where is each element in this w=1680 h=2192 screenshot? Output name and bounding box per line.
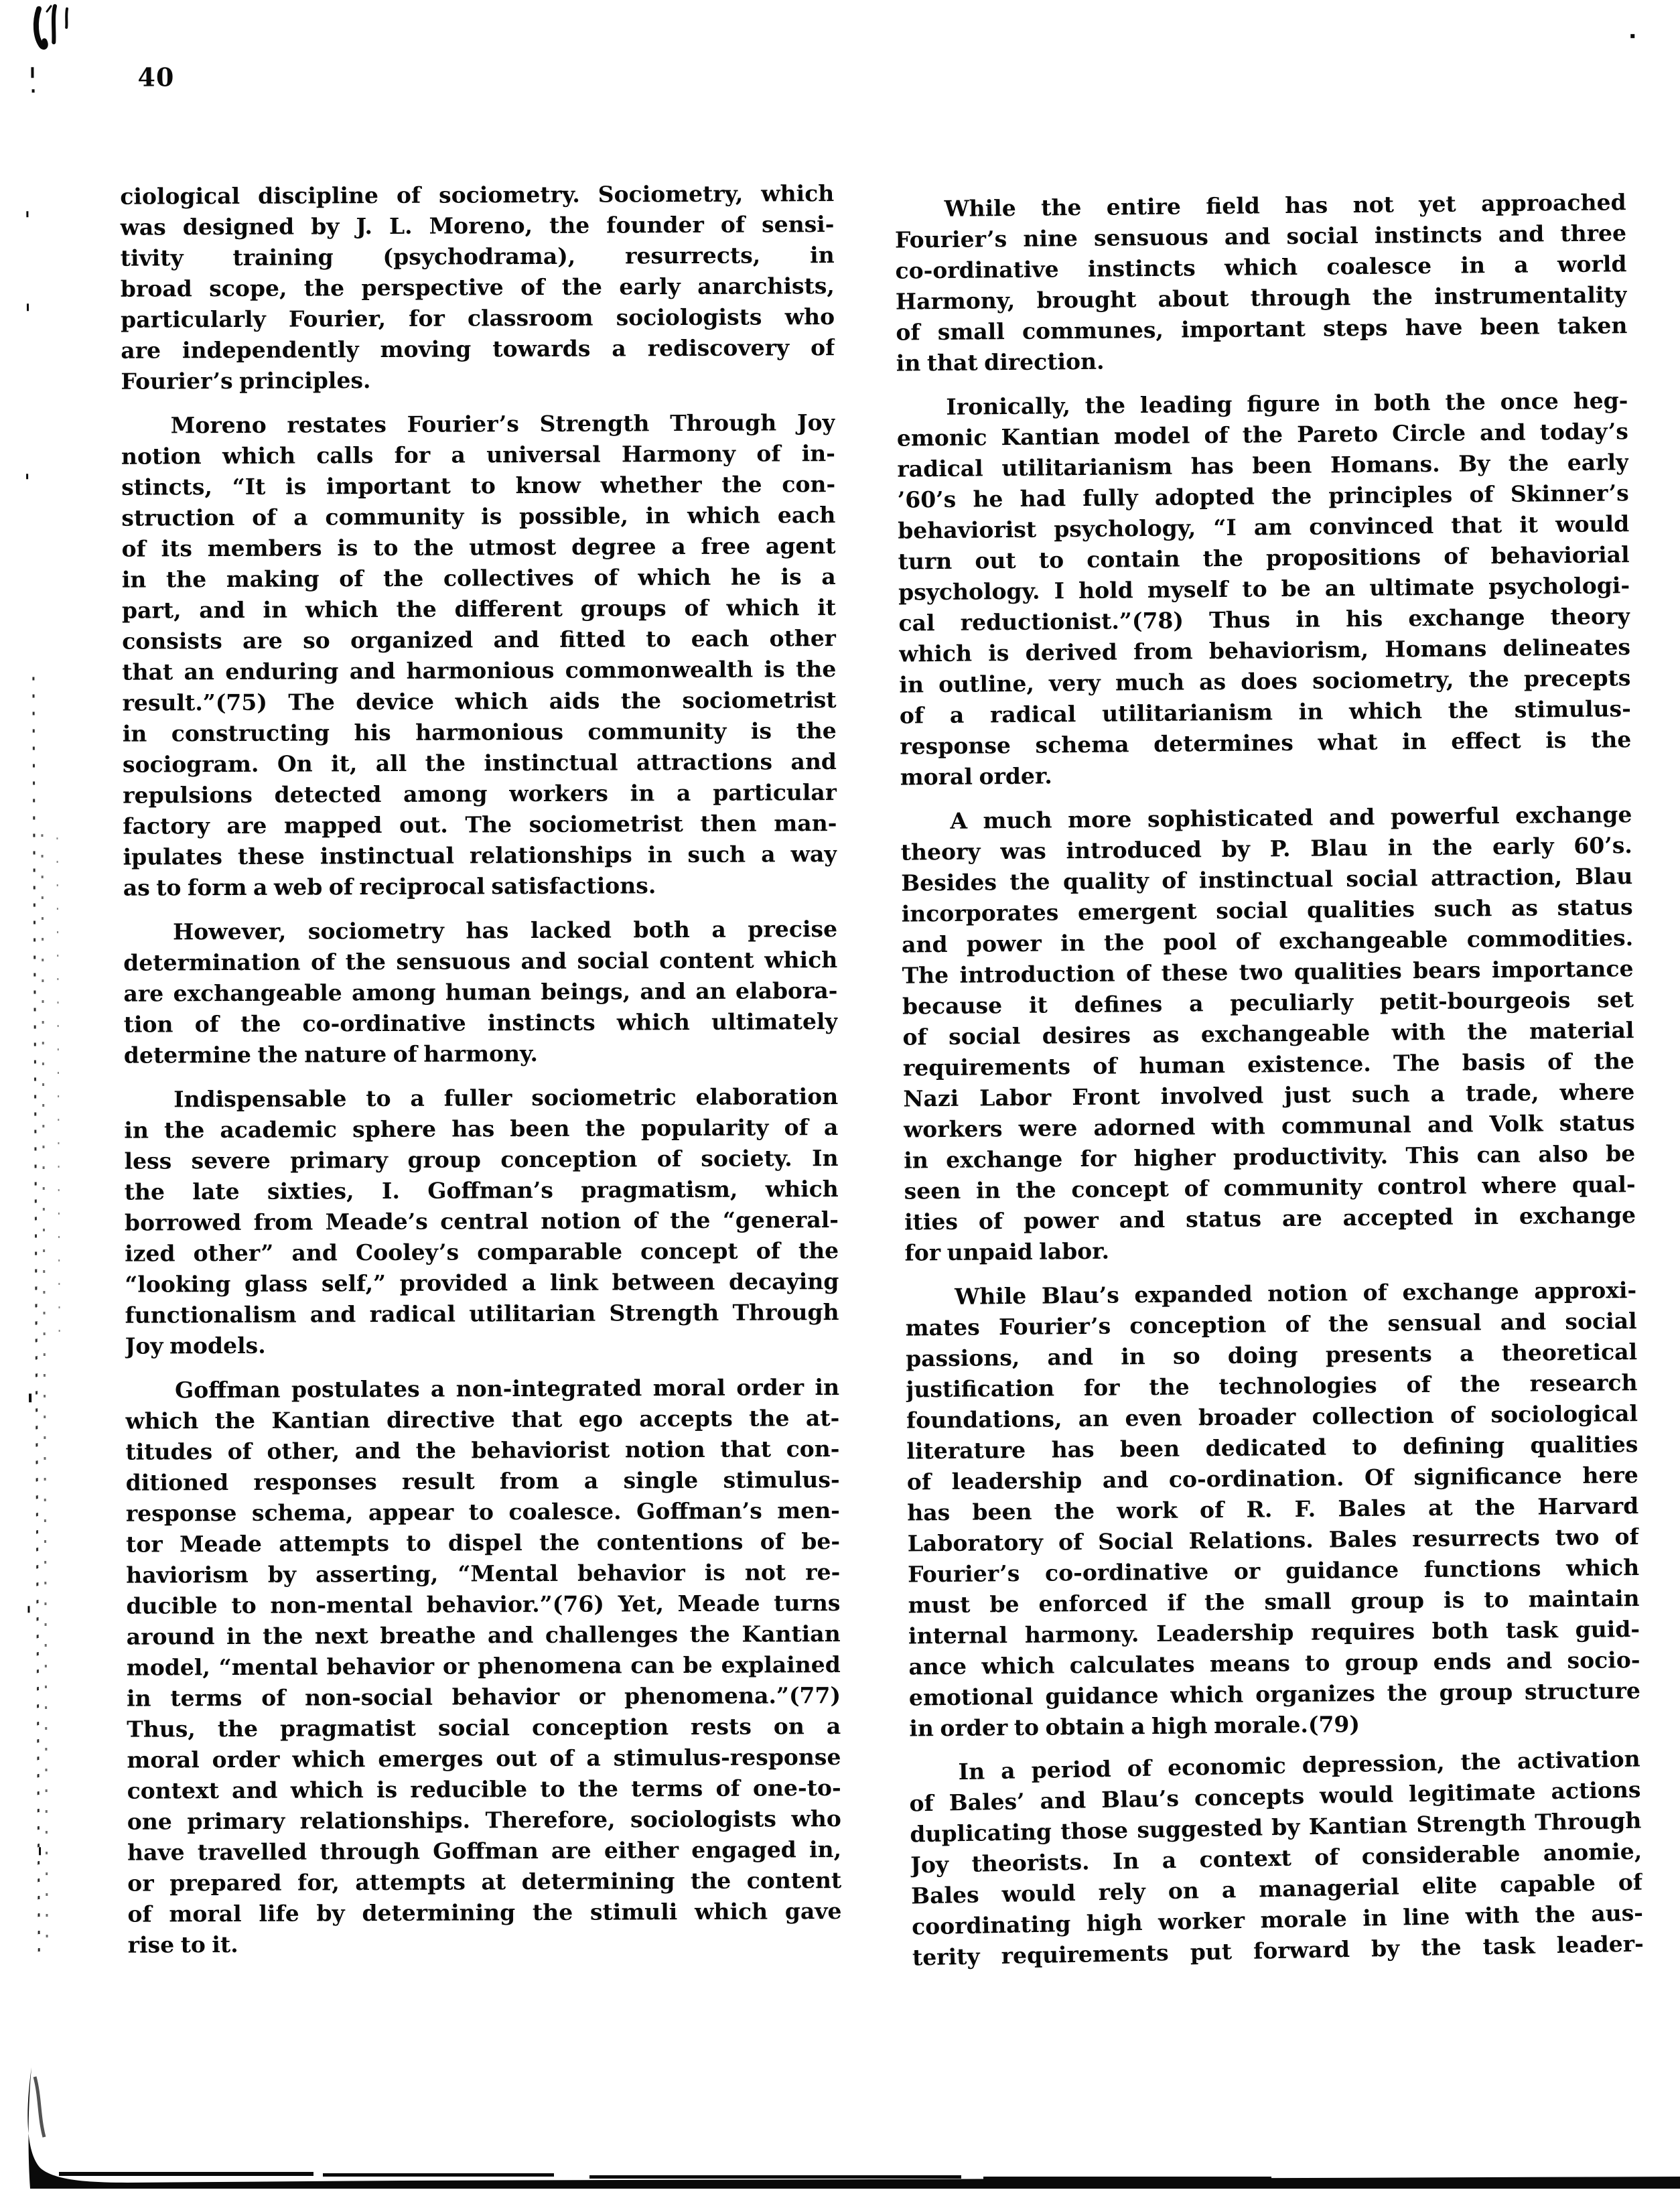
text-line: ance which calculates means to group ends and socio- — [908, 1647, 1640, 1680]
text-line: incorporates emergent social qualities such as status — [901, 894, 1633, 927]
text-line: While the entire field has not yet approached — [944, 189, 1626, 222]
scan-noise-dot — [32, 89, 35, 92]
text-line: Besides the quality of instinctual social attraction, Blau — [901, 863, 1633, 896]
text-line: of a radical utilitarianism in which the stimulus- — [899, 695, 1632, 729]
handwritten-ink-scribble-mark — [20, 3, 100, 64]
text-line: or prepared for, attempts at determining the content — [127, 1867, 842, 1897]
paragraph — [894, 187, 1628, 379]
text-line: “looking glass self,” provided a link between decaying — [125, 1268, 839, 1298]
scan-noise-dot — [31, 67, 33, 78]
text-line: was designed by J. L. Moreno, the founder of sensi- — [120, 211, 835, 241]
text-line: in constructing his harmonious community is the — [122, 717, 837, 747]
text-line: consists are so organized and fitted to each other — [122, 625, 837, 655]
text-line: particularly Fourier, for classroom sociologists who — [120, 303, 835, 333]
text-line: Fourier’s co-ordinative or guidance functions which — [907, 1554, 1640, 1588]
text-line: Bales would rely on a managerial elite capable of — [910, 1868, 1643, 1909]
text-line: response schema determines what in effect is the — [900, 726, 1632, 760]
text-line: must be enforced if the small group is to maintain — [908, 1585, 1640, 1619]
text-line: Joy models. — [125, 1332, 266, 1359]
text-line: in the making of the collectives of which he is a — [121, 563, 836, 593]
text-line: foundations, an even broader collection of sociological — [906, 1400, 1638, 1434]
text-line: the late sixties, I. Goffman’s pragmatism, which — [124, 1176, 839, 1205]
text-line: In a period of economic depression, the activation — [958, 1745, 1640, 1785]
text-line: stincts, “It is important to know whether the con- — [121, 471, 836, 500]
text-line: moral order. — [900, 762, 1052, 791]
text-line: of small communes, important steps have been taken — [896, 312, 1628, 346]
text-line: notion which calls for a universal Harmony of in- — [121, 440, 836, 470]
scan-noise-dot — [39, 1847, 41, 1855]
text-line: radical utilitarianism has been Homans. By the early — [897, 449, 1629, 482]
text-line: determine the nature of harmony. — [123, 1040, 539, 1069]
left-margin-scan-noise — [56, 837, 60, 1347]
text-line: ’60’s he had fully adopted the principles of Skinner’s — [897, 480, 1629, 513]
paragraph — [124, 1081, 839, 1362]
text-line: in order to obtain a high morale.(79) — [909, 1711, 1360, 1742]
scan-noise-dot — [1630, 34, 1634, 38]
bottom-scanner-edge-band — [0, 2037, 1680, 2189]
two-column-text-block — [120, 175, 1644, 1977]
text-line: rise to it. — [127, 1931, 238, 1958]
text-line: for unpaid labor. — [904, 1237, 1110, 1266]
text-line: Fourier’s nine sensuous and social instincts and three — [894, 220, 1627, 253]
text-line: turn out to contain the propositions of behaviorial — [898, 541, 1630, 575]
text-line: Moreno restates Fourier’s Strength Through Joy — [170, 409, 835, 439]
text-line: of Bales’ and Blau’s concepts would legitimate actions — [909, 1776, 1641, 1817]
text-line: in outline, very much as does sociometry, the precepts — [899, 665, 1631, 698]
text-line: determination of the sensuous and social content which — [123, 947, 838, 976]
text-line: psychology. I hold myself to be an ultimate psychologi- — [898, 572, 1630, 606]
scan-noise-dot — [27, 303, 29, 311]
text-line: ditioned responses result from a single stimulus- — [125, 1466, 840, 1496]
text-line: Ironically, the leading figure in both the once heg- — [946, 387, 1628, 420]
text-line: moral order which emerges out of a stimulus-response — [127, 1744, 841, 1773]
text-line: Thus, the pragmatist social conception rests on a — [127, 1713, 841, 1742]
text-line: coordinating high worker morale in line with the aus- — [911, 1899, 1644, 1940]
text-line: emonic Kantian model of the Pareto Circle and today’s — [896, 418, 1629, 452]
text-line: struction of a community is possible, in which each — [121, 502, 836, 531]
text-line: Laboratory of Social Relations. Bales resurrects two of — [907, 1523, 1639, 1557]
text-line: justification for the technologies of the research — [906, 1369, 1638, 1403]
text-line: around in the next breathe and challenges the Kantian — [126, 1621, 841, 1650]
text-line: less severe primary group conception of society. In — [124, 1145, 839, 1174]
text-line: result.”(75) The device which aids the sociometrist — [122, 687, 837, 716]
text-line: in terms of non-social behavior or phenomena.”(77) — [126, 1682, 841, 1712]
text-line: titudes of other, and the behaviorist notion that con- — [125, 1436, 840, 1465]
text-line: ized other” and Cooley’s comparable concept of the — [125, 1237, 839, 1267]
scan-noise-dot — [29, 1393, 31, 1402]
scan-noise-dot — [27, 1606, 29, 1613]
text-line: in the academic sphere has been the popularity of a — [124, 1114, 839, 1144]
text-line: A much more sophisticated and powerful exchange — [950, 801, 1632, 834]
text-column-right — [894, 171, 1643, 1973]
text-line: Nazi Labor Front involved just such a trade, where — [903, 1079, 1635, 1112]
text-line: as to form a web of reciprocal satisfactions. — [123, 872, 656, 901]
paragraph — [123, 914, 838, 1071]
text-line: theory was introduced by P. Blau in the early 60’s. — [900, 832, 1632, 866]
text-line: model, “mental behavior or phenomena can be explained — [126, 1651, 841, 1681]
text-line: literature has been dedicated to defining qualities — [906, 1431, 1638, 1464]
page-number: 40 — [137, 62, 175, 92]
text-line: have travelled through Goffman are either engaged in, — [127, 1836, 842, 1866]
text-line: ciological discipline of sociometry. Sociometry, which — [120, 180, 835, 210]
text-line: emotional guidance which organizes the group structure — [908, 1677, 1641, 1711]
paragraph — [120, 178, 835, 397]
text-line: context and which is reducible to the terms of one-to- — [127, 1775, 841, 1804]
text-line: has been the work of R. F. Bales at the Harvard — [907, 1493, 1639, 1526]
text-line: While Blau’s expanded notion of exchange approxi- — [955, 1277, 1637, 1310]
text-line: tivity training (psychodrama), resurrects, in — [120, 242, 835, 271]
text-line: sociogram. On it, all the instinctual attractions and — [122, 748, 837, 778]
text-line: Goffman postulates a non-integrated moral order in — [174, 1374, 840, 1403]
text-line: ipulates these instinctual relationships in such a way — [123, 841, 837, 870]
text-line: However, sociometry has lacked both a precise — [172, 916, 838, 945]
text-line: tor Meade attempts to dispel the contentions of be- — [125, 1528, 841, 1558]
text-line: of leadership and co-ordination. Of significance here — [906, 1462, 1638, 1495]
text-line: workers were adorned with communal and Volk status — [903, 1109, 1635, 1143]
text-line: one primary relationships. Therefore, sociologists who — [127, 1805, 841, 1835]
text-line: borrowed from Meade’s central notion of the “general- — [124, 1207, 839, 1236]
text-line: which the Kantian directive that ego accepts the at- — [125, 1405, 840, 1434]
text-line: which is derived from behaviorism, Homans delineates — [898, 634, 1631, 667]
text-line: requirements of human existence. The basis of the — [902, 1048, 1635, 1081]
text-line: internal harmony. Leadership requires both task guid- — [908, 1616, 1640, 1649]
text-line: functionalism and radical utilitarian Strength Through — [125, 1299, 839, 1328]
text-line: seen in the concept of community control where qual- — [904, 1171, 1636, 1205]
text-line: behaviorist psychology, “I am convinced that it would — [898, 510, 1630, 544]
text-line: terity requirements put forward by the task leader- — [912, 1930, 1644, 1971]
text-line: factory are mapped out. The sociometrist then man- — [123, 810, 837, 839]
text-line: of moral life by determining the stimuli which gave — [127, 1898, 842, 1927]
text-line: Joy theorists. In a context of considerable anomie, — [910, 1838, 1642, 1878]
scan-noise-dot — [26, 211, 28, 217]
paragraph — [908, 1744, 1644, 1974]
text-line: co-ordinative instincts which coalesce in a world — [895, 251, 1627, 284]
text-line: mates Fourier’s conception of the sensual and social — [905, 1308, 1637, 1341]
scan-noise-dot — [26, 474, 28, 479]
text-line: ducible to non-mental behavior.”(76) Yet, Meade turns — [126, 1590, 841, 1619]
text-line: are exchangeable among human beings, and an elabora- — [123, 977, 838, 1007]
paragraph — [125, 1372, 842, 1961]
text-line: in exchange for higher productivity. This can also be — [904, 1140, 1636, 1174]
text-line: because it defines a peculiarly petit-bourgeois set — [902, 986, 1634, 1020]
text-line: Indispensable to a fuller sociometric elaboration — [173, 1083, 839, 1113]
text-line: Fourier’s principles. — [121, 367, 371, 395]
paragraph — [900, 799, 1636, 1268]
text-line: haviorism by asserting, “Mental behavior is not re- — [126, 1559, 841, 1588]
text-line: that an enduring and harmonious commonwealth is the — [122, 656, 837, 685]
text-line: ities of power and status are accepted in exchange — [904, 1202, 1636, 1235]
left-margin-scan-noise — [32, 677, 40, 1956]
paragraph — [896, 385, 1632, 793]
text-line: response schema, appear to coalesce. Goffman’s men- — [125, 1497, 840, 1527]
text-line: and power in the pool of exchangeable commodities. — [901, 924, 1634, 958]
text-line: The introduction of these two qualities bears importance — [902, 955, 1634, 989]
text-line: tion of the co-ordinative instincts which ultimately — [123, 1008, 838, 1038]
text-column-left — [120, 178, 842, 1977]
text-line: Harmony, brought about through the instrumentality — [895, 281, 1628, 315]
text-line: are independently moving towards a rediscovery of — [121, 334, 835, 364]
text-line: cal reductionist.”(78) Thus in his exchange theory — [898, 603, 1630, 636]
left-margin-scan-noise — [41, 834, 48, 1946]
text-line: passions, and in so doing presents a theoretical — [905, 1339, 1638, 1372]
text-line: of its members is to the utmost degree a free agent — [121, 533, 836, 562]
text-line: broad scope, the perspective of the early anarchists, — [120, 273, 835, 302]
paragraph — [121, 407, 837, 904]
text-line: part, and in which the different groups of which it — [121, 594, 837, 624]
text-line: of social desires as exchangeable with the material — [902, 1017, 1634, 1050]
text-line: duplicating those suggested by Kantian Strength Through — [910, 1807, 1642, 1848]
paragraph — [905, 1275, 1641, 1744]
text-line: in that direction. — [896, 348, 1105, 376]
text-line: repulsions detected among workers in a particular — [123, 779, 837, 809]
